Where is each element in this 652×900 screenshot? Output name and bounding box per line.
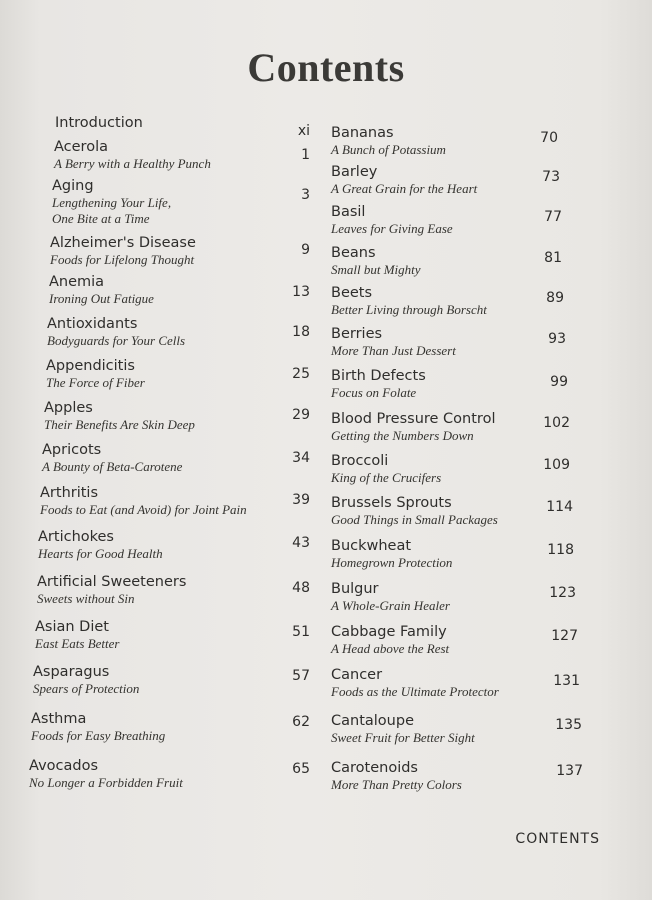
entry-title: Appendicitis (46, 358, 135, 374)
entry-subtitle: A Great Grain for the Heart (331, 181, 478, 196)
entry-title: Berries (331, 326, 383, 342)
entry-subtitle: Foods for Easy Breathing (31, 728, 166, 743)
entry-subtitle: Sweets without Sin (37, 591, 135, 606)
page-number: 39 (292, 492, 310, 508)
entry-subtitle: No Longer a Forbidden Fruit (29, 775, 183, 790)
page-title: Contents (247, 45, 405, 90)
page-number: xi (297, 123, 310, 139)
toc-entry (331, 124, 446, 158)
entry-title: Aging (52, 178, 94, 194)
entry-subtitle: Spears of Protection (33, 681, 140, 696)
entry-title: Artificial Sweeteners (37, 574, 187, 590)
page-number: 89 (546, 290, 564, 306)
entry-title: Carotenoids (331, 760, 418, 776)
entry-subtitle: A Whole-Grain Healer (331, 598, 450, 613)
toc-entry (50, 234, 196, 268)
toc-entry (331, 452, 441, 486)
page-number: 77 (544, 209, 562, 225)
page-number: 114 (546, 499, 573, 515)
page-number: 99 (550, 374, 568, 390)
toc-entry (40, 484, 247, 518)
toc-entry (31, 710, 165, 744)
toc-entry (331, 623, 449, 657)
page-number: 109 (543, 457, 570, 473)
entry-title: Bulgur (331, 581, 379, 597)
page-number: 51 (292, 624, 310, 640)
page-number: 81 (544, 250, 562, 266)
page-number: 1 (301, 147, 310, 163)
page-number: 25 (292, 366, 310, 382)
page-number: 73 (542, 169, 560, 185)
entry-subtitle: Getting the Numbers Down (331, 428, 474, 443)
page-number: 70 (540, 130, 558, 146)
entry-subtitle: Sweet Fruit for Better Sight (331, 730, 475, 745)
page-number: 13 (292, 284, 310, 300)
entry-title: Asian Diet (35, 619, 109, 635)
toc-entry (49, 273, 154, 307)
entry-title: Acerola (54, 139, 108, 155)
entry-subtitle: Leaves for Giving Ease (331, 221, 453, 236)
entry-subtitle: Focus on Folate (331, 385, 417, 400)
entry-subtitle: Hearts for Good Health (38, 546, 163, 561)
entry-subtitle: The Force of Fiber (46, 375, 145, 390)
entry-subtitle: Foods for Lifelong Thought (50, 252, 195, 267)
page-number: 3 (301, 187, 310, 203)
page-number: 18 (292, 324, 310, 340)
page-number: 62 (292, 714, 310, 730)
toc-entry (44, 399, 195, 433)
entry-title: Cancer (331, 667, 383, 683)
toc-entry (331, 367, 426, 401)
entry-title: Blood Pressure Control (331, 411, 496, 427)
toc-entry (54, 138, 211, 172)
page-number: 135 (555, 717, 582, 733)
toc-entry (331, 203, 453, 237)
entry-title: Beets (331, 285, 373, 301)
entry-subtitle: Good Things in Small Packages (331, 512, 498, 527)
page-number: 29 (292, 407, 310, 423)
toc-entry (35, 618, 120, 652)
toc-entry (52, 177, 171, 227)
running-footer: CONTENTS (515, 831, 600, 847)
page-number: 131 (553, 673, 580, 689)
entry-subtitle: A Bunch of Potassium (331, 142, 446, 157)
entry-subtitle: A Berry with a Healthy Punch (54, 156, 211, 171)
entry-title: Barley (331, 164, 378, 180)
entry-title: Alzheimer's Disease (50, 235, 196, 251)
toc-entry (331, 410, 495, 444)
page-number: 48 (292, 580, 310, 596)
entry-subtitle: Homegrown Protection (331, 555, 453, 570)
entry-subtitle: King of the Crucifers (331, 470, 442, 485)
entry-subtitle: A Head above the Rest (331, 641, 450, 656)
toc-entry (42, 441, 182, 475)
toc-entry (331, 163, 477, 197)
toc-entry (33, 663, 139, 697)
toc-entry (55, 114, 143, 132)
entry-subtitle: Foods to Eat (and Avoid) for Joint Pain (40, 502, 247, 517)
page-number: 34 (292, 450, 310, 466)
entry-subtitle: More Than Just Dessert (331, 343, 456, 358)
entry-title: Broccoli (331, 453, 389, 469)
toc-entry (331, 244, 421, 278)
entry-title: Apples (44, 400, 93, 416)
page-number: 43 (292, 535, 310, 551)
page-number: 137 (556, 763, 583, 779)
entry-title: Arthritis (40, 485, 99, 501)
toc-entry (46, 357, 145, 391)
page-number: 93 (548, 331, 566, 347)
page-number: 9 (301, 242, 310, 258)
entry-subtitle: More Than Pretty Colors (331, 777, 462, 792)
page-number: 102 (543, 415, 570, 431)
entry-title: Asparagus (33, 664, 110, 680)
entry-title: Anemia (49, 274, 105, 290)
entry-title: Brussels Sprouts (331, 495, 452, 511)
toc-entry (331, 494, 498, 528)
toc-entry (47, 315, 185, 349)
toc-entry (331, 666, 499, 700)
entry-title: Introduction (55, 115, 143, 131)
entry-title: Buckwheat (331, 538, 412, 554)
entry-subtitle: Bodyguards for Your Cells (47, 333, 186, 348)
page-number: 127 (551, 628, 578, 644)
toc-entry (331, 759, 462, 793)
entry-title: Basil (331, 204, 366, 220)
toc-entry (331, 325, 456, 359)
toc-entry (29, 757, 183, 791)
entry-subtitle: Small but Mighty (331, 262, 421, 277)
entry-title: Antioxidants (47, 316, 138, 332)
entry-subtitle: A Bounty of Beta-Carotene (42, 459, 183, 474)
entry-subtitle: Lengthening Your Life, (52, 195, 172, 210)
page-number: 123 (549, 585, 576, 601)
page-number: 118 (547, 542, 574, 558)
entry-title: Beans (331, 245, 376, 261)
entry-subtitle: Foods as the Ultimate Protector (331, 684, 499, 699)
toc-entry (37, 573, 186, 607)
entry-title: Cantaloupe (331, 713, 414, 729)
toc-entry (331, 712, 475, 746)
toc-entry (331, 284, 487, 318)
toc-entry (331, 537, 452, 571)
toc-entry (331, 580, 450, 614)
entry-title: Artichokes (38, 529, 114, 545)
entry-title: Bananas (331, 125, 394, 141)
toc-entry (38, 528, 163, 562)
entry-title: Avocados (29, 758, 99, 774)
entry-subtitle: Better Living through Borscht (331, 302, 487, 317)
page-number: 65 (292, 761, 310, 777)
entry-subtitle: Ironing Out Fatigue (49, 291, 154, 306)
entry-subtitle: Their Benefits Are Skin Deep (44, 417, 195, 432)
entry-subtitle-line2: One Bite at a Time (52, 211, 150, 226)
entry-title: Asthma (31, 711, 87, 727)
entry-title: Apricots (42, 442, 102, 458)
entry-subtitle: East Eats Better (35, 636, 120, 651)
page-number: 57 (292, 668, 310, 684)
entry-title: Birth Defects (331, 368, 426, 384)
entry-title: Cabbage Family (331, 624, 447, 640)
